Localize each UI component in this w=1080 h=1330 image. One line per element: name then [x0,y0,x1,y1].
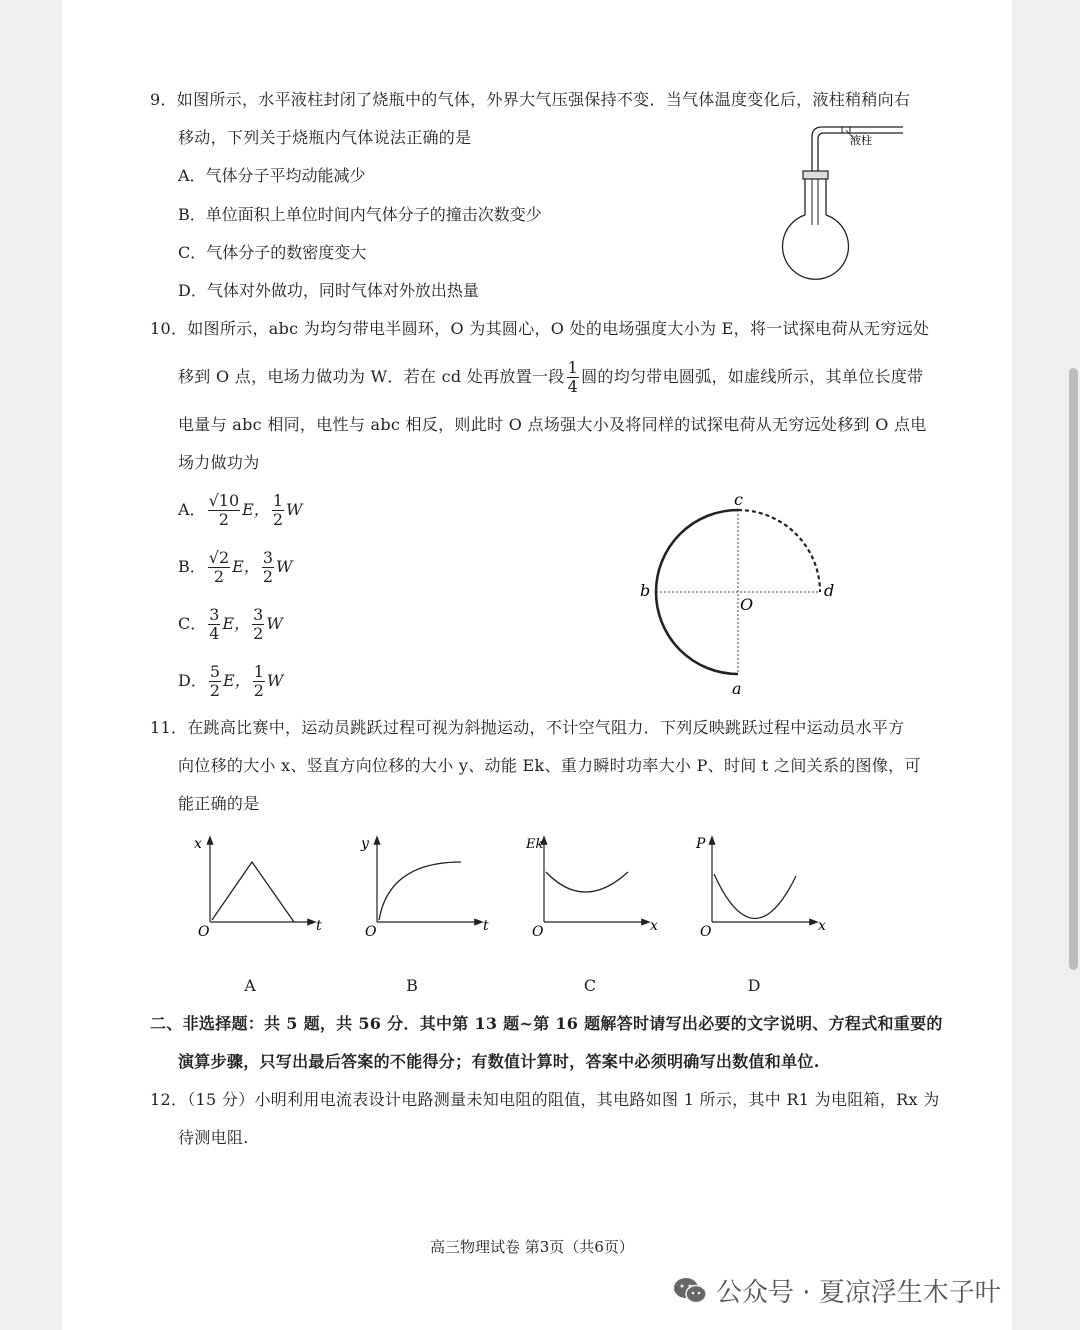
liquid-column-label: 液柱 [850,134,872,147]
q12-line1: 12．（15 分）小明利用电流表设计电路测量未知电阻的阻值，其电路如图 1 所示，其中 R1 为电阻箱，Rx 为 [150,1090,940,1109]
q9-option-a: A．气体分子平均动能减少 [178,166,366,185]
q9-option-d: D．气体对外做功，同时气体对外放出热量 [178,281,479,300]
watermark [672,1272,1001,1309]
ring-figure [630,488,845,700]
q11-line3: 能正确的是 [178,794,260,813]
q10-line3: 电量与 abc 相同，电性与 abc 相反，则此时 O 点场强大小及将同样的试探电荷从无穷远处移到 O 点电 [178,415,927,434]
graph-d-xaxis: x [818,918,826,934]
q10-line4: 场力做功为 [178,453,260,472]
section2-line1: 二、非选择题：共 5 题，共 56 分．其中第 13 题~第 16 题解答时请写出必要的文字说明、方程式和重要的 [150,1014,943,1033]
graph-c-origin: O [532,924,544,940]
q10-option-b: B． $\frac{√2}{2}$ E， $\frac{3}{2}$ W [178,548,293,586]
label-d: d [824,581,835,600]
graph-b-letter: B [406,976,418,995]
graph-c-yaxis: Ek [526,837,544,852]
section2-line2: 演算步骤，只写出最后答案的不能得分；有数值计算时，答案中必须明确写出数值和单位. [178,1052,820,1071]
graph-a [190,832,330,940]
flask-figure [770,115,915,283]
graph-d-letter: D [747,976,761,995]
q10-line2 [178,354,923,400]
q12-line2: 待测电阻. [178,1128,249,1147]
scrollbar[interactable] [1069,368,1078,970]
label-a: a [732,679,742,698]
q10-line1: 10．如图所示，abc 为均匀带电半圆环，O 为其圆心，O 处的电场强度大小为 E，将一试探电荷从无穷远处 [150,319,930,338]
graph-a-origin: O [198,924,210,940]
label-c: c [734,490,743,509]
q9-option-b: B．单位面积上单位时间内气体分子的撞击次数变少 [178,205,542,224]
graph-a-letter: A [244,976,256,995]
graph-c-letter: C [583,976,597,995]
q11-line2: 向位移的大小 x、竖直方向位移的大小 y、动能 Ek、重力瞬时功率大小 P、时间 t 之间关系的图像，可 [178,756,921,775]
graph-b-xaxis: t [483,918,489,934]
q10-option-d: D． $\frac{5}{2}$ E， $\frac{1}{2}$ W [178,662,284,700]
graph-d-origin: O [700,924,712,940]
q9-option-c: C．气体分子的数密度变大 [178,243,367,262]
wechat-icon [672,1276,708,1306]
watermark-text: 公众号 · 夏凉浮生木子叶 [716,1278,1001,1308]
label-o: O [740,595,754,614]
graph-c [524,832,664,940]
q10-option-c: C． $\frac{3}{4}$ E， $\frac{3}{2}$ W [178,605,283,643]
graph-b-yaxis: y [361,836,369,852]
graph-d-yaxis: P [696,836,706,852]
label-b: b [640,581,651,600]
page-footer: 高三物理试卷 第3页（共6页） [430,1238,634,1256]
graph-d [692,832,832,940]
quarter-fraction: $\frac{1}{4}$ [567,358,579,396]
graph-a-yaxis: x [194,836,202,852]
q10-line2-text-post: 圆的均匀带电圆弧，如虚线所示，其单位长度带 [581,367,924,386]
graph-b-origin: O [365,924,377,940]
graph-c-xaxis: x [650,918,658,934]
q10-option-a: A． $\frac{√10}{2}$ E， $\frac{1}{2}$ W [178,491,303,529]
q10-line2-text: 移到 O 点，电场力做功为 W．若在 cd 处再放置一段 [178,367,565,386]
q9-line1: 9．如图所示，水平液柱封闭了烧瓶中的气体，外界大气压强保持不变．当气体温度变化后，液柱稍稍向右 [150,90,911,109]
graph-a-xaxis: t [316,918,322,934]
graph-b [357,832,497,940]
q9-line2: 移动，下列关于烧瓶内气体说法正确的是 [178,128,472,147]
q11-line1: 11．在跳高比赛中，运动员跳跃过程可视为斜抛运动，不计空气阻力．下列反映跳跃过程中运动员水平方 [150,718,905,737]
